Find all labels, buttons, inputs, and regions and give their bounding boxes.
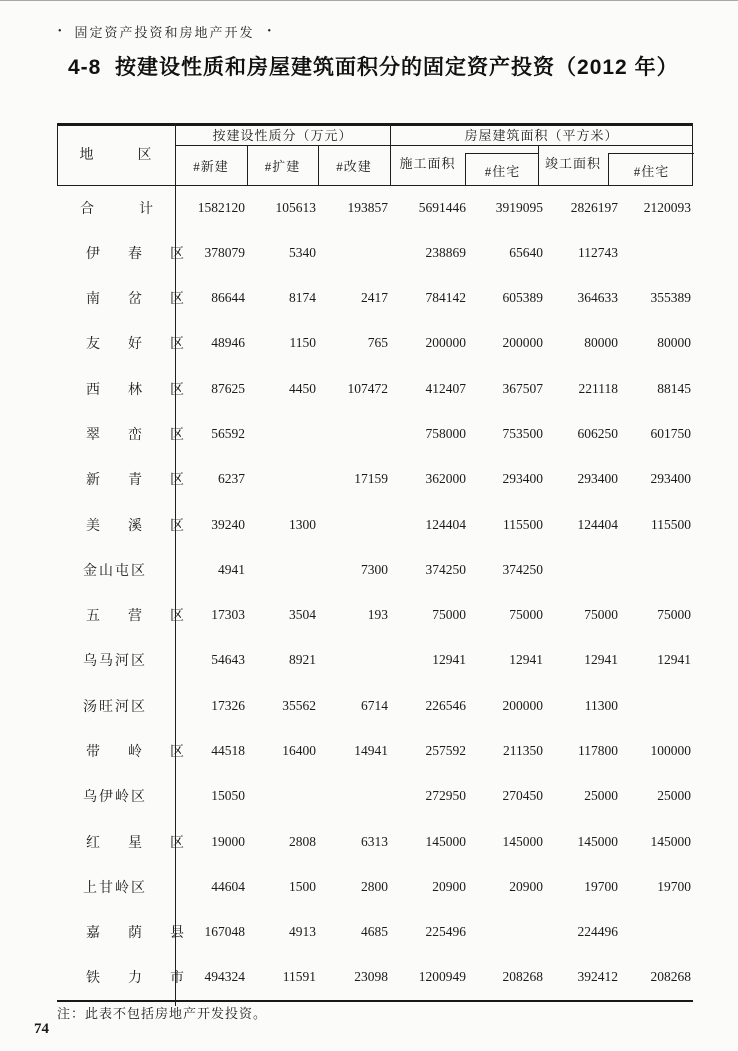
value-cell: 193857 <box>347 199 388 215</box>
value-cell: 19700 <box>584 878 618 894</box>
region-cell <box>57 469 184 489</box>
value-cell: 100000 <box>650 742 691 758</box>
value-cell: 75000 <box>657 607 691 623</box>
region-label: 美溪区 <box>86 518 184 534</box>
region-cell <box>57 560 175 580</box>
region-label: 嘉荫县 <box>86 926 184 942</box>
value-cell: 4450 <box>289 380 316 396</box>
table-row <box>57 955 693 1000</box>
region-label: 铁力市 <box>86 971 184 987</box>
value-cell: 374250 <box>425 561 466 577</box>
region-cell <box>57 379 184 399</box>
value-cell: 5691446 <box>418 199 466 215</box>
value-cell: 75000 <box>509 607 543 623</box>
value-cell: 80000 <box>657 335 691 351</box>
page-title: 4-8 按建设性质和房屋建筑面积分的固定资产投资（2012 年） <box>68 56 679 79</box>
value-cell: 20900 <box>509 878 543 894</box>
region-label: 合计 <box>80 201 153 217</box>
value-cell: 293400 <box>577 471 618 487</box>
value-cell: 753500 <box>502 426 543 442</box>
region-header-label: 地区 <box>79 148 153 163</box>
table-bottom-border <box>57 1000 693 1002</box>
region-label: 汤旺河区 <box>83 699 147 715</box>
region-cell <box>57 786 175 806</box>
value-cell: 221118 <box>578 380 618 396</box>
value-cell: 145000 <box>502 833 543 849</box>
value-cell: 367507 <box>502 380 543 396</box>
region-cell <box>57 832 184 852</box>
region-cell <box>57 243 184 263</box>
value-cell: 75000 <box>584 607 618 623</box>
value-cell: 16400 <box>282 742 316 758</box>
region-label: 乌马河区 <box>83 654 147 670</box>
value-cell: 355389 <box>650 290 691 306</box>
value-cell: 392412 <box>577 969 618 985</box>
value-cell: 2826197 <box>570 199 618 215</box>
header-cell-space-completed: 竣工面积 <box>544 155 601 171</box>
value-cell: 75000 <box>432 607 466 623</box>
region-label: 伊春区 <box>86 246 184 262</box>
value-cell: 362000 <box>425 471 466 487</box>
table-row <box>57 909 693 954</box>
value-cell: 2808 <box>289 833 316 849</box>
value-cell: 44604 <box>211 878 245 894</box>
header-cell-residential-completed: #住宅 <box>608 153 694 186</box>
table-row <box>57 728 693 773</box>
table-row <box>57 411 693 456</box>
region-label: 友好区 <box>86 337 184 353</box>
value-cell: 1582120 <box>197 199 245 215</box>
region-label: 带岭区 <box>86 744 184 760</box>
value-cell: 270450 <box>502 788 543 804</box>
value-cell: 193 <box>367 607 388 623</box>
value-cell: 238869 <box>425 244 466 260</box>
value-cell: 293400 <box>650 471 691 487</box>
region-label: 金山屯区 <box>83 563 147 579</box>
table-footnote: 注：此表不包括房地产开发投资。 <box>57 1006 268 1021</box>
value-cell: 124404 <box>425 516 466 532</box>
value-cell: 17159 <box>354 471 388 487</box>
value-cell: 494324 <box>204 969 245 985</box>
value-cell: 115500 <box>503 516 543 532</box>
value-cell: 605389 <box>502 290 543 306</box>
value-cell: 606250 <box>577 426 618 442</box>
value-cell: 765 <box>367 335 388 351</box>
page-number: 74 <box>34 1021 49 1037</box>
value-cell: 115500 <box>651 516 691 532</box>
table-row <box>57 683 693 728</box>
group-header-construction-nature: 按建设性质分（万元） <box>212 127 353 143</box>
value-cell: 224496 <box>577 924 618 940</box>
header-cell-reconstruction: #改建 <box>336 158 372 174</box>
value-cell: 167048 <box>204 924 245 940</box>
value-cell: 48946 <box>211 335 245 351</box>
value-cell: 293400 <box>502 471 543 487</box>
bullet-icon: • <box>58 26 62 37</box>
value-cell: 87625 <box>211 380 245 396</box>
region-cell <box>57 967 184 987</box>
value-cell: 5340 <box>289 244 316 260</box>
value-cell: 8174 <box>289 290 316 306</box>
value-cell: 211350 <box>503 742 543 758</box>
header-cell-space-under-construction: 施工面积 <box>399 155 456 171</box>
value-cell: 2120093 <box>643 199 691 215</box>
value-cell: 23098 <box>354 969 388 985</box>
region-cell <box>57 288 184 308</box>
region-cell <box>57 922 184 942</box>
value-cell: 88145 <box>657 380 691 396</box>
value-cell: 12941 <box>584 652 618 668</box>
value-cell: 8921 <box>289 652 316 668</box>
value-cell: 601750 <box>650 426 691 442</box>
value-cell: 107472 <box>347 380 388 396</box>
value-cell: 12941 <box>509 652 543 668</box>
table-row <box>57 502 693 547</box>
bullet-icon: • <box>267 26 272 37</box>
value-cell: 124404 <box>577 516 618 532</box>
table-row <box>57 457 693 502</box>
value-cell: 4941 <box>218 561 245 577</box>
region-cell <box>57 424 184 444</box>
value-cell: 54643 <box>211 652 245 668</box>
value-cell: 6237 <box>218 471 245 487</box>
value-cell: 208268 <box>502 969 543 985</box>
value-cell: 784142 <box>425 290 466 306</box>
table-row <box>57 185 693 230</box>
table-row <box>57 593 693 638</box>
value-cell: 117800 <box>578 742 618 758</box>
region-cell <box>57 333 184 353</box>
value-cell: 19000 <box>211 833 245 849</box>
value-cell: 6313 <box>361 833 388 849</box>
header-cell-expansion: #扩建 <box>264 158 301 174</box>
value-cell: 145000 <box>425 833 466 849</box>
value-cell: 80000 <box>584 335 618 351</box>
value-cell: 17303 <box>211 607 245 623</box>
value-cell: 86644 <box>211 290 245 306</box>
value-cell: 44518 <box>211 742 245 758</box>
value-cell: 39240 <box>211 516 245 532</box>
value-cell: 4913 <box>289 924 316 940</box>
value-cell: 11300 <box>584 697 618 713</box>
value-cell: 2417 <box>361 290 388 306</box>
scan-top-edge <box>0 0 738 1</box>
value-cell: 257592 <box>425 742 466 758</box>
running-header <box>58 22 271 41</box>
value-cell: 1150 <box>289 335 316 351</box>
value-cell: 145000 <box>577 833 618 849</box>
value-cell: 14941 <box>354 742 388 758</box>
region-label: 乌伊岭区 <box>83 790 147 806</box>
value-cell: 758000 <box>425 426 466 442</box>
table-body <box>57 185 693 1000</box>
value-cell: 1200949 <box>418 969 466 985</box>
value-cell: 25000 <box>584 788 618 804</box>
group-header-floor-space: 房屋建筑面积（平方米） <box>464 127 619 143</box>
running-header-text: 固定资产投资和房地产开发 <box>74 25 255 40</box>
region-label: 上甘岭区 <box>83 880 147 896</box>
region-cell <box>57 198 175 218</box>
value-cell: 200000 <box>425 335 466 351</box>
value-cell: 12941 <box>657 652 691 668</box>
table-row <box>57 366 693 411</box>
value-cell: 15050 <box>211 788 245 804</box>
value-cell: 11591 <box>282 969 316 985</box>
region-cell <box>57 741 184 761</box>
region-label: 西林区 <box>86 382 184 398</box>
value-cell: 56592 <box>211 426 245 442</box>
table-row <box>57 547 693 592</box>
value-cell: 2800 <box>361 878 388 894</box>
value-cell: 200000 <box>502 335 543 351</box>
region-cell <box>57 650 175 670</box>
value-cell: 378079 <box>204 244 245 260</box>
table-row <box>57 638 693 683</box>
region-label: 南岔区 <box>86 292 184 308</box>
value-cell: 20900 <box>432 878 466 894</box>
region-cell <box>57 605 184 625</box>
value-cell: 208268 <box>650 969 691 985</box>
value-cell: 4685 <box>361 924 388 940</box>
value-cell: 3504 <box>289 607 316 623</box>
region-label: 红星区 <box>86 835 184 851</box>
region-cell <box>57 696 175 716</box>
statistics-table <box>57 123 693 1000</box>
value-cell: 412407 <box>425 380 466 396</box>
header-cell-region <box>57 123 175 185</box>
region-label: 新青区 <box>86 473 184 489</box>
table-row <box>57 230 693 275</box>
header-cell-residential-under-construction: #住宅 <box>465 153 539 186</box>
value-cell: 6714 <box>361 697 388 713</box>
value-cell: 17326 <box>211 697 245 713</box>
table-row <box>57 819 693 864</box>
value-cell: 364633 <box>577 290 618 306</box>
value-cell: 272950 <box>425 788 466 804</box>
value-cell: 225496 <box>425 924 466 940</box>
value-cell: 12941 <box>432 652 466 668</box>
value-cell: 374250 <box>502 561 543 577</box>
region-label: 五营区 <box>86 609 184 625</box>
table-row <box>57 276 693 321</box>
table-row <box>57 321 693 366</box>
value-cell: 226546 <box>425 697 466 713</box>
value-cell: 25000 <box>657 788 691 804</box>
value-cell: 65640 <box>509 244 543 260</box>
header-cell-new-construction: #新建 <box>193 158 229 174</box>
region-cell <box>57 877 175 897</box>
value-cell: 200000 <box>502 697 543 713</box>
value-cell: 7300 <box>361 561 388 577</box>
value-cell: 1500 <box>289 878 316 894</box>
region-label: 翠峦区 <box>86 428 184 444</box>
value-cell: 145000 <box>650 833 691 849</box>
table-row <box>57 774 693 819</box>
value-cell: 1300 <box>289 516 316 532</box>
region-cell <box>57 515 184 535</box>
value-cell: 35562 <box>282 697 316 713</box>
value-cell: 19700 <box>657 878 691 894</box>
table-row <box>57 864 693 909</box>
value-cell: 105613 <box>275 199 316 215</box>
value-cell: 112743 <box>578 244 618 260</box>
value-cell: 3919095 <box>495 199 543 215</box>
